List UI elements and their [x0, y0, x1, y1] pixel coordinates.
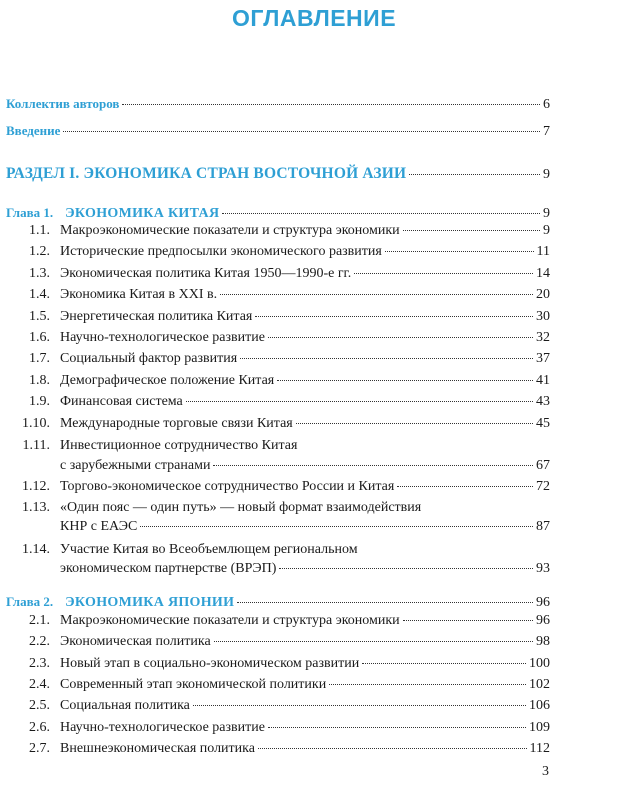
toc-page: 112	[529, 740, 550, 756]
toc-page: 87	[536, 519, 550, 534]
toc-page: 9	[543, 206, 550, 221]
toc-entry[interactable]	[14, 633, 550, 651]
toc-page: 67	[536, 458, 550, 473]
toc-entry[interactable]	[14, 308, 550, 326]
dot-leader	[258, 748, 527, 749]
dot-leader	[277, 380, 533, 381]
chapter-title: ЭКОНОМИКА ЯПОНИИ	[65, 595, 235, 610]
toc-page: 106	[529, 698, 550, 714]
toc-page: 98	[536, 634, 550, 650]
toc-number: 1.12.	[22, 479, 50, 494]
dot-leader	[354, 273, 533, 274]
toc-page: 96	[536, 595, 550, 610]
toc-chapter-1[interactable]	[6, 204, 550, 223]
toc-number: 1.10.	[22, 415, 50, 431]
toc-page: 109	[529, 719, 550, 735]
toc-entry-label-cont: с зарубежными странами	[60, 458, 211, 473]
toc-number: 2.3.	[29, 655, 50, 671]
toc-entry-1-14-line1[interactable]	[14, 541, 550, 559]
toc-number: 1.6.	[29, 330, 50, 345]
dot-leader	[268, 337, 533, 338]
dot-leader	[63, 131, 540, 132]
toc-page: 102	[529, 676, 550, 692]
toc-entry[interactable]	[14, 243, 550, 261]
toc-entry-1-11-line1[interactable]	[14, 437, 550, 455]
dot-leader	[403, 620, 533, 621]
toc-number: 1.8.	[29, 372, 50, 388]
toc-entry-1-11-line2[interactable]	[60, 457, 550, 475]
toc-entry[interactable]	[14, 265, 550, 283]
toc-number: 1.11.	[22, 438, 50, 453]
dot-leader	[186, 401, 533, 402]
chapter-label: Глава 1.	[6, 205, 54, 220]
dot-leader	[220, 294, 533, 295]
toc-number: 1.9.	[29, 394, 50, 410]
toc-page: 6	[543, 97, 550, 112]
toc-entry-label: Новый этап в социально-экономическом развитии	[60, 655, 360, 671]
toc-page: 100	[529, 655, 550, 671]
dot-leader	[268, 727, 526, 728]
toc-entry[interactable]	[14, 415, 550, 433]
dot-leader	[213, 465, 533, 466]
toc-entry-label: Научно-технологическое развитие	[60, 719, 265, 735]
toc-page: 11	[536, 244, 550, 260]
toc-page: 20	[536, 287, 550, 303]
toc-number: 2.5.	[29, 698, 50, 714]
toc-entry[interactable]	[14, 286, 550, 304]
toc-entry[interactable]	[14, 719, 550, 737]
toc-page: 93	[536, 561, 550, 576]
dot-leader	[397, 486, 533, 487]
toc-entry-introduction[interactable]	[6, 122, 550, 141]
toc-entry-label: Энергетическая политика Китая	[60, 308, 253, 324]
toc-number: 1.2.	[29, 244, 50, 260]
toc-number: 2.2.	[29, 634, 50, 650]
toc-entry-label: Торгово-экономическое сотрудничество России и Китая	[60, 479, 395, 494]
toc-page: 41	[536, 372, 550, 388]
toc-entry-label: Инвестиционное сотрудничество Китая	[60, 438, 298, 453]
toc-page: 45	[536, 415, 550, 431]
toc-entry[interactable]	[14, 612, 550, 630]
toc-entry-1-13-line1[interactable]	[14, 499, 550, 517]
toc-entry[interactable]	[14, 329, 550, 347]
toc-page: 37	[536, 351, 550, 367]
toc-entry-label: Макроэкономические показатели и структура экономики	[60, 613, 400, 628]
dot-leader	[255, 316, 533, 317]
toc-entry[interactable]	[14, 222, 550, 240]
dot-leader	[279, 568, 533, 569]
dot-leader	[409, 174, 540, 175]
toc-page: 9	[543, 167, 550, 182]
toc-entry-1-12[interactable]	[14, 478, 550, 496]
toc-page: 96	[536, 613, 550, 628]
toc-number: 1.5.	[29, 308, 50, 324]
toc-entry-label: Международные торговые связи Китая	[60, 415, 293, 431]
dot-leader	[385, 251, 534, 252]
toc-section-1[interactable]	[6, 165, 550, 184]
dot-leader	[140, 526, 533, 527]
toc-entry[interactable]	[14, 350, 550, 368]
toc-page: 7	[543, 124, 550, 139]
toc-number: 1.1.	[29, 223, 50, 238]
toc-entry-label: Макроэкономические показатели и структура экономики	[60, 223, 400, 238]
dot-leader	[403, 230, 540, 231]
toc-entry-1-13-line2[interactable]	[60, 518, 550, 536]
toc-entry-authors[interactable]	[6, 95, 550, 114]
toc-entry-label: Введение	[6, 123, 61, 138]
chapter-label: Глава 2.	[6, 594, 54, 609]
toc-page: 32	[536, 330, 550, 345]
page-number: 3	[542, 764, 549, 779]
toc-entry-label: Современный этап экономической политики	[60, 676, 327, 692]
chapter-title: ЭКОНОМИКА КИТАЯ	[65, 206, 220, 221]
toc-entry-label: Демографическое положение Китая	[60, 372, 275, 388]
toc-entry-label: Социальный фактор развития	[60, 351, 238, 367]
toc-number: 1.14.	[22, 542, 50, 557]
toc-entry-label: Социальная политика	[60, 698, 190, 714]
section-title: РАЗДЕЛ I. ЭКОНОМИКА СТРАН ВОСТОЧНОЙ АЗИИ	[6, 165, 407, 182]
toc-entry[interactable]	[14, 676, 550, 694]
dot-leader	[296, 423, 533, 424]
toc-number: 1.3.	[29, 265, 50, 281]
dot-leader	[193, 705, 526, 706]
toc-entry-label: «Один пояс — один путь» — новый формат взаимодействия	[60, 500, 422, 515]
toc-entry[interactable]	[14, 740, 550, 758]
toc-page: 30	[536, 308, 550, 324]
toc-entry-label: Научно-технологическое развитие	[60, 330, 265, 345]
toc-number: 2.6.	[29, 719, 50, 735]
toc-page: 14	[536, 265, 550, 281]
toc-entry-label: Внешнеэкономическая политика	[60, 740, 255, 756]
toc-entry-label-cont: экономическом партнерстве (ВРЭП)	[60, 561, 277, 576]
toc-entry[interactable]	[14, 393, 550, 411]
toc-entry-label: Коллектив авторов	[6, 96, 120, 111]
toc-entry-label: Экономика Китая в XXI в.	[60, 287, 218, 303]
toc-number: 2.4.	[29, 676, 50, 692]
toc-number: 1.13.	[22, 500, 50, 515]
dot-leader	[222, 213, 540, 214]
dot-leader	[362, 663, 526, 664]
toc-page: 43	[536, 394, 550, 410]
toc-number: 2.1.	[29, 613, 50, 628]
page-title: ОГЛАВЛЕНИЕ	[231, 5, 397, 31]
toc-chapter-2[interactable]	[6, 593, 550, 612]
toc-entry[interactable]	[14, 372, 550, 390]
toc-entry-label-cont: КНР с ЕАЭС	[60, 519, 138, 534]
toc-entry-label: Экономическая политика Китая 1950—1990-е гг.	[60, 265, 352, 281]
dot-leader	[240, 358, 533, 359]
toc-entry-label: Исторические предпосылки экономического развития	[60, 244, 382, 260]
toc-number: 1.4.	[29, 287, 50, 303]
dot-leader	[122, 104, 540, 105]
toc-entry-label: Экономическая политика	[60, 634, 211, 650]
dot-leader	[329, 684, 526, 685]
toc-page: 72	[536, 479, 550, 494]
toc-page: 9	[543, 223, 550, 238]
toc-number: 2.7.	[29, 740, 50, 756]
toc-entry-label: Финансовая система	[60, 394, 183, 410]
toc-entry[interactable]	[14, 697, 550, 715]
toc-entry-label: Участие Китая во Всеобъемлющем региональном	[60, 542, 358, 557]
dot-leader	[237, 602, 533, 603]
toc-entry-1-14-line2[interactable]	[60, 560, 550, 578]
toc-number: 1.7.	[29, 351, 50, 367]
dot-leader	[214, 641, 533, 642]
toc-entry[interactable]	[14, 655, 550, 673]
